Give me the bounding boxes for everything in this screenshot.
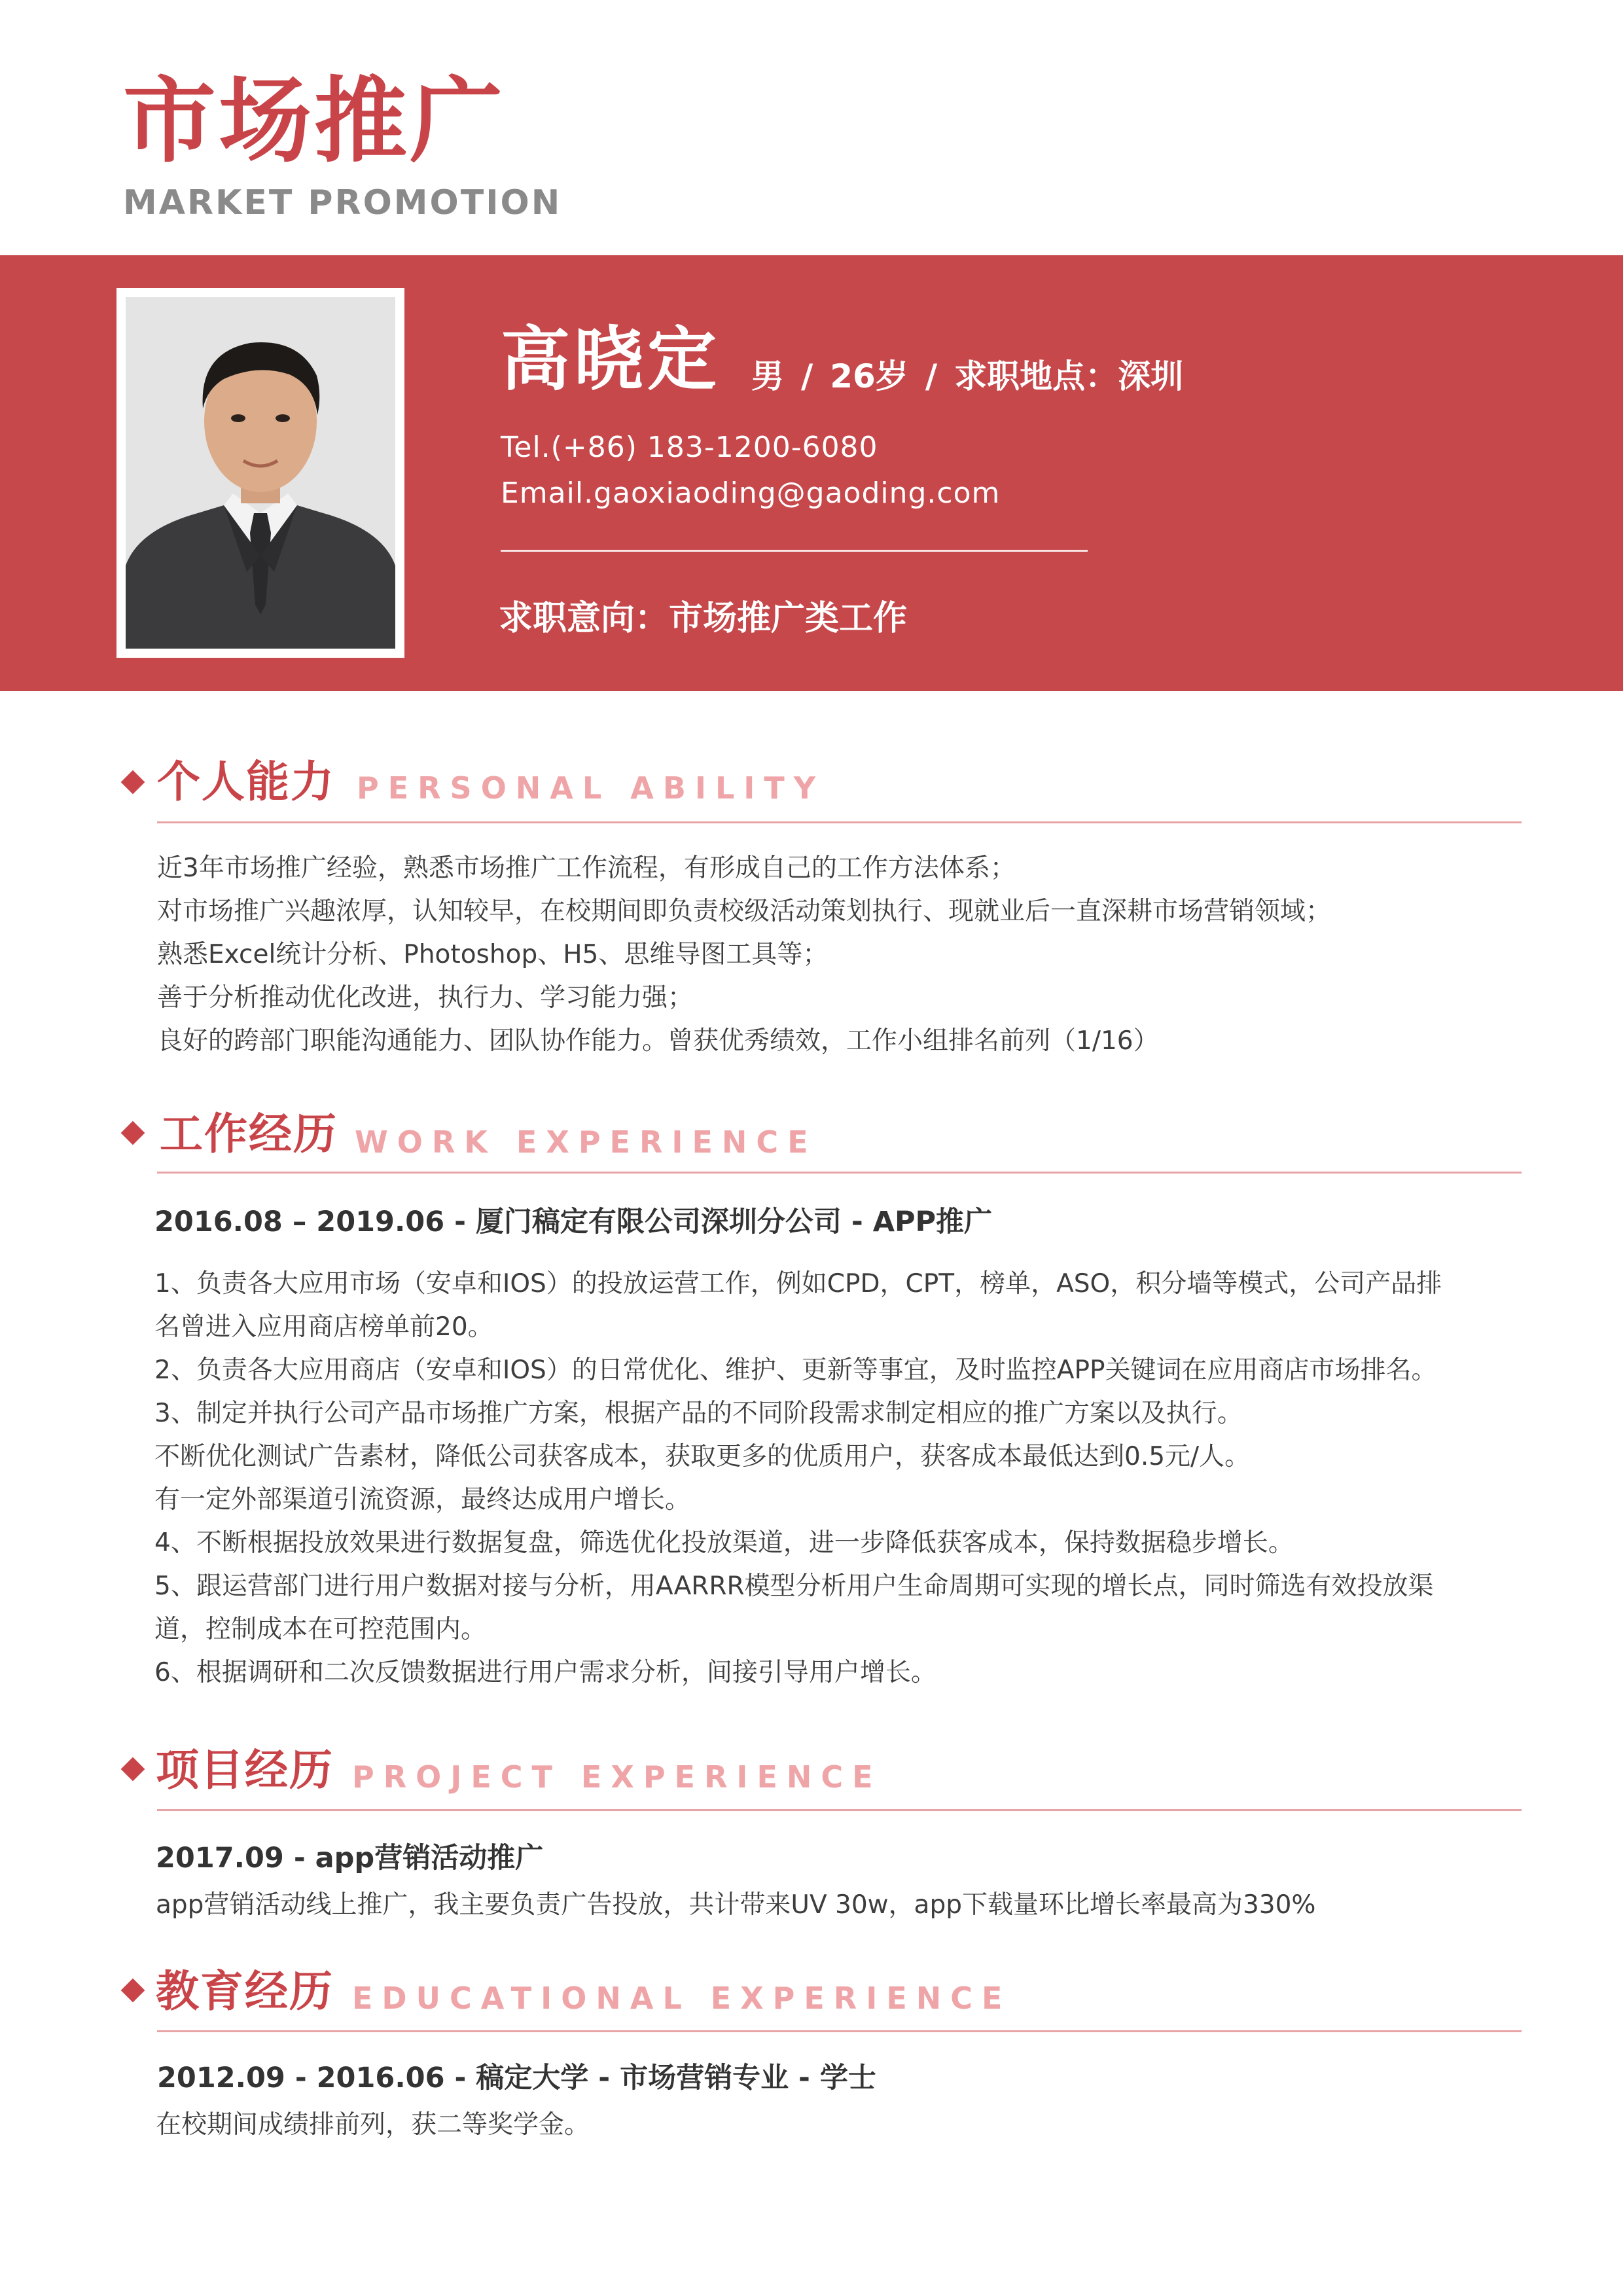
- ability-line: 良好的跨部门职能沟通能力、团队协作能力。曾获优秀绩效，工作小组排名前列（1/16）: [157, 1026, 1159, 1056]
- banner-divider: [501, 550, 1088, 552]
- project-line: app营销活动线上推广，我主要负责广告投放，共计带来UV 30w，app下载量环比增长率最高为330%: [156, 1890, 1316, 1920]
- work-line: 2、负责各大应用商店（安卓和IOS）的日常优化、维护、更新等事宜，及时监控APP关键词在应用商店市场排名。: [154, 1355, 1437, 1385]
- ability-line: 对市场推广兴趣浓厚，认知较早，在校期间即负责校级活动策划执行、现就业后一直深耕市场营销领域；: [157, 897, 1332, 926]
- work-line: 3、制定并执行公司产品市场推广方案，根据产品的不同阶段需求制定相应的推广方案以及执行。: [154, 1399, 1243, 1428]
- gender: 男: [751, 357, 784, 395]
- project-heading: 2017.09 - app营销活动推广: [156, 1842, 544, 1874]
- section-title-ability: 个人能力: [157, 757, 335, 807]
- photo-frame: [116, 288, 404, 658]
- job-location: 求职地点：深圳: [954, 357, 1184, 395]
- education-heading: 2012.09 - 2016.06 - 稿定大学 - 市场营销专业 - 学士: [157, 2062, 876, 2094]
- section-divider: [157, 1809, 1522, 1811]
- education-line: 在校期间成绩排前列，获二等奖学金。: [156, 2110, 590, 2140]
- section-subtitle-work: WORK EXPERIENCE: [355, 1124, 817, 1160]
- resume-subtitle: MARKET PROMOTION: [123, 183, 562, 223]
- work-line: 6、根据调研和二次反馈数据进行用户需求分析，间接引导用户增长。: [154, 1658, 936, 1687]
- work-line: 名曾进入应用商店榜单前20。: [154, 1312, 493, 1342]
- section-subtitle-ability: PERSONAL ABILITY: [357, 770, 825, 806]
- ability-line: 熟悉Excel统计分析、Photoshop、H5、思维导图工具等；: [157, 940, 829, 969]
- section-title-project: 项目经历: [156, 1745, 334, 1795]
- email: Email.gaoxiaoding@gaoding.com: [501, 476, 1001, 510]
- diamond-icon: [121, 1757, 145, 1782]
- section-divider: [157, 821, 1522, 823]
- separator: /: [925, 357, 938, 395]
- work-line: 1、负责各大应用市场（安卓和IOS）的投放运营工作，例如CPD，CPT，榜单，ASO，积分墙等模式，公司产品排: [154, 1269, 1442, 1299]
- section-divider: [157, 1172, 1522, 1174]
- phone: Tel.(+86) 183-1200-6080: [501, 431, 878, 464]
- work-line: 5、跟运营部门进行用户数据对接与分析，用AARRR模型分析用户生命周期可实现的增长点，同时筛选有效投放渠: [154, 1571, 1434, 1601]
- diamond-icon: [121, 1121, 145, 1145]
- work-heading: 2016.08 – 2019.06 - 厦门稿定有限公司深圳分公司 - APP推广: [154, 1206, 993, 1238]
- work-line: 4、不断根据投放效果进行数据复盘，筛选优化投放渠道，进一步降低获客成本，保持数据稳步增长。: [154, 1528, 1294, 1558]
- diamond-icon: [121, 770, 145, 795]
- ability-line: 善于分析推动优化改进，执行力、学习能力强；: [157, 983, 694, 1013]
- candidate-meta: [751, 350, 1183, 397]
- diamond-icon: [121, 1979, 145, 2003]
- section-subtitle-project: PROJECT EXPERIENCE: [352, 1759, 882, 1795]
- job-intent: 求职意向：市场推广类工作: [499, 599, 908, 638]
- profile-photo: [126, 297, 395, 649]
- section-subtitle-education: EDUCATIONAL EXPERIENCE: [352, 1981, 1012, 2016]
- section-title-education: 教育经历: [156, 1966, 334, 2017]
- ability-line: 近3年市场推广经验，熟悉市场推广工作流程，有形成自己的工作方法体系；: [157, 853, 1016, 883]
- person-portrait-image: [126, 297, 395, 649]
- section-divider: [157, 2030, 1522, 2032]
- age: 26岁: [830, 357, 908, 395]
- separator: /: [801, 357, 813, 395]
- resume-title: 市场推广: [123, 67, 505, 175]
- work-line: 不断优化测试广告素材，降低公司获客成本，获取更多的优质用户，获客成本最低达到0.5元/人。: [154, 1442, 1251, 1471]
- candidate-name: 高晓定: [501, 319, 721, 400]
- work-line: 有一定外部渠道引流资源，最终达成用户增长。: [154, 1485, 691, 1515]
- work-line: 道，控制成本在可控范围内。: [154, 1615, 487, 1644]
- section-title-work: 工作经历: [160, 1109, 338, 1159]
